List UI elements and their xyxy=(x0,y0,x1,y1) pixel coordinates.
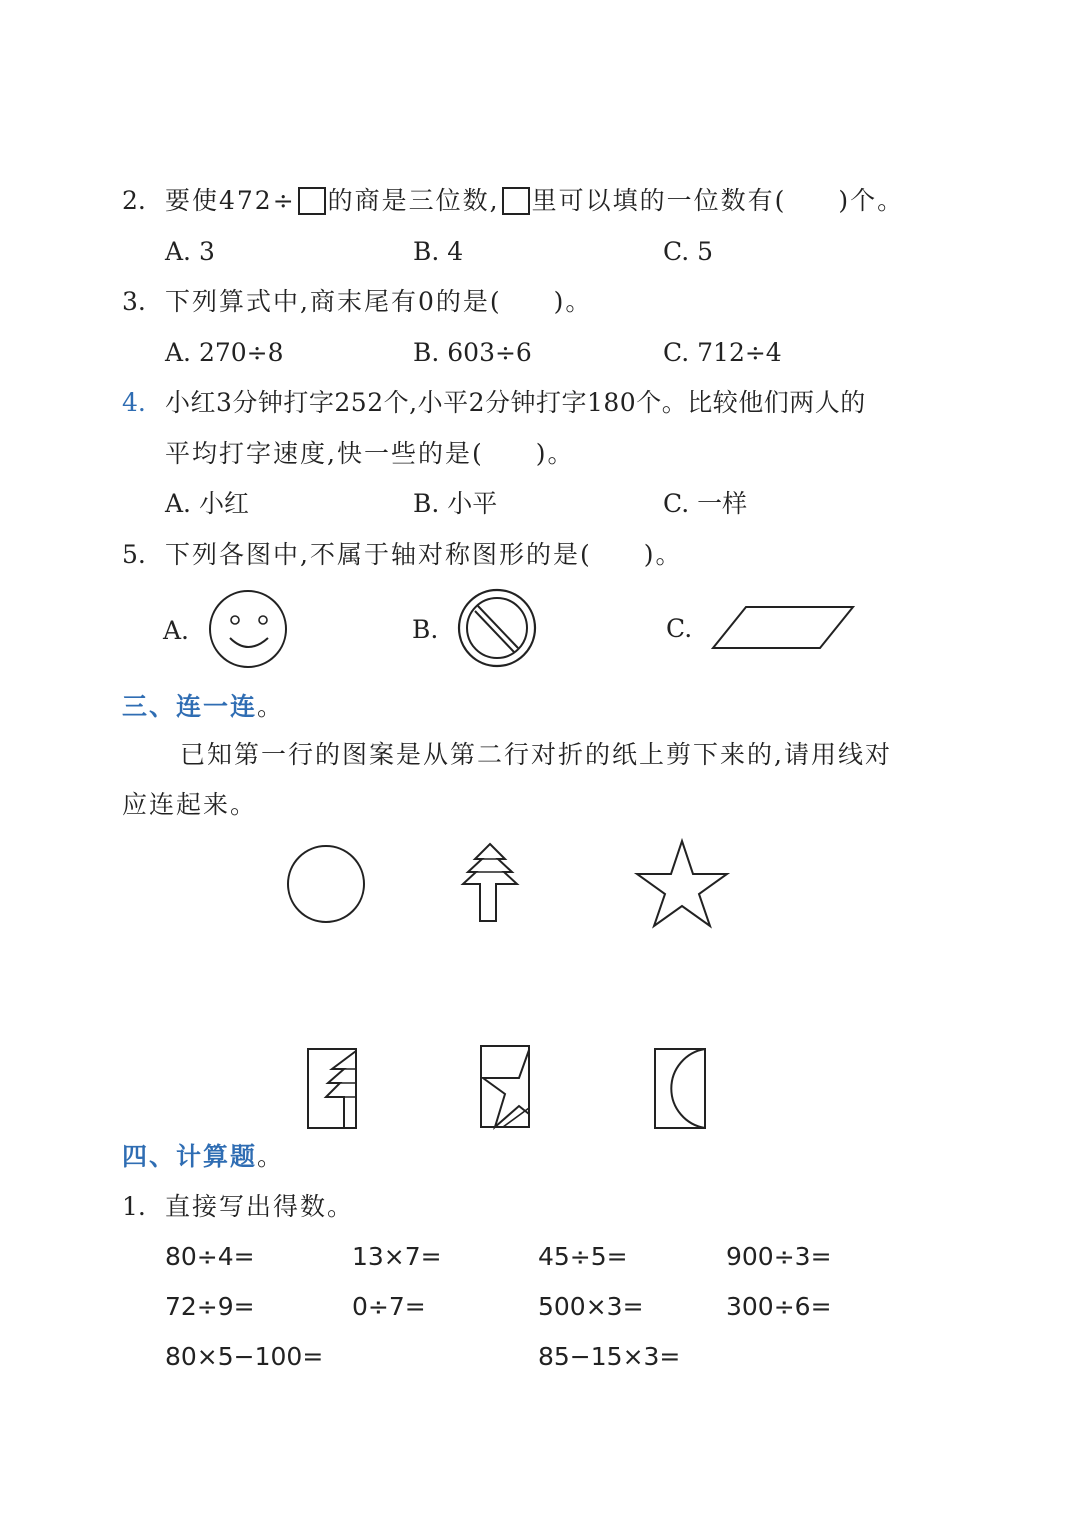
q2-text-a: 要使472÷ xyxy=(165,186,296,215)
q5-label-c[interactable]: C. xyxy=(666,614,693,643)
calc-item[interactable]: 80×5−100= xyxy=(165,1342,324,1371)
section4-title xyxy=(122,1140,284,1174)
section3-title xyxy=(122,690,284,724)
calc-item[interactable]: 80÷4= xyxy=(165,1242,255,1271)
star-cutout-figure xyxy=(634,838,730,928)
tree-cutout-figure xyxy=(460,842,520,924)
q2-option-c[interactable]: C. 5 xyxy=(663,237,714,266)
calc-item[interactable]: 13×7= xyxy=(352,1242,442,1271)
q2-option-a[interactable]: A. 3 xyxy=(165,237,215,266)
section4-q1-text: 直接写出得数。 xyxy=(165,1192,355,1221)
folded-paper-tree xyxy=(306,1047,360,1131)
q5-label-a[interactable]: A. xyxy=(163,616,190,645)
q4-option-b[interactable]: B. 小平 xyxy=(413,489,498,518)
section4-title-text: 四、计算题 xyxy=(122,1142,258,1171)
calc-item[interactable]: 300÷6= xyxy=(726,1292,832,1321)
q5-text xyxy=(165,538,682,572)
q3-option-b[interactable]: B. 603÷6 xyxy=(413,338,532,367)
smiley-face-figure xyxy=(205,588,293,672)
q2-text xyxy=(165,184,904,218)
section3-instruction-line1: 已知第一行的图案是从第二行对折的纸上剪下来的,请用线对 xyxy=(180,740,892,769)
q3-number: 3. xyxy=(122,287,146,316)
q2-text-d: )个。 xyxy=(838,186,905,215)
section3-title-end: 。 xyxy=(257,692,285,721)
prohibition-sign-figure xyxy=(454,586,542,670)
section3-instruction-line2: 应连起来。 xyxy=(122,790,258,819)
q4-option-c[interactable]: C. 一样 xyxy=(663,489,748,518)
q3-text-a: 下列算式中,商末尾有0的是( xyxy=(165,287,502,316)
q2-text-c: 里可以填的一位数有( xyxy=(531,186,787,215)
q5-number: 5. xyxy=(122,540,146,569)
section4-q1-number: 1. xyxy=(122,1192,146,1221)
section4-title-end: 。 xyxy=(257,1142,285,1171)
q2-option-b[interactable]: B. 4 xyxy=(413,237,464,266)
q5-text-b: )。 xyxy=(643,540,683,569)
answer-box xyxy=(502,187,530,215)
q5-label-b[interactable]: B. xyxy=(412,615,439,644)
q4-line2 xyxy=(165,437,574,471)
q2-number: 2. xyxy=(122,186,146,215)
circle-cutout-figure xyxy=(283,843,369,927)
parallelogram-figure xyxy=(710,604,856,650)
q4-line1: 小红3分钟打字252个,小平2分钟打字180个。比较他们两人的 xyxy=(165,388,866,417)
section3-title-text: 三、连一连 xyxy=(122,692,258,721)
q5-text-a: 下列各图中,不属于轴对称图形的是( xyxy=(165,540,592,569)
q4-option-a[interactable]: A. 小红 xyxy=(165,489,249,518)
answer-box xyxy=(298,187,326,215)
calc-item[interactable]: 500×3= xyxy=(538,1292,644,1321)
calc-item[interactable]: 45÷5= xyxy=(538,1242,628,1271)
calc-item[interactable]: 0÷7= xyxy=(352,1292,426,1321)
q3-text-b: )。 xyxy=(553,287,593,316)
calc-item[interactable]: 85−15×3= xyxy=(538,1342,681,1371)
q2-text-b: 的商是三位数, xyxy=(327,186,500,215)
q4-number: 4. xyxy=(122,388,146,417)
folded-paper-star xyxy=(479,1044,533,1130)
folded-paper-half-circle xyxy=(653,1047,709,1131)
calc-item[interactable]: 72÷9= xyxy=(165,1292,255,1321)
calc-item[interactable]: 900÷3= xyxy=(726,1242,832,1271)
q3-option-a[interactable]: A. 270÷8 xyxy=(165,338,284,367)
q3-text xyxy=(165,285,592,319)
q3-option-c[interactable]: C. 712÷4 xyxy=(663,338,782,367)
q4-line2-a: 平均打字速度,快一些的是( xyxy=(165,439,484,468)
q4-line2-b: )。 xyxy=(535,439,575,468)
